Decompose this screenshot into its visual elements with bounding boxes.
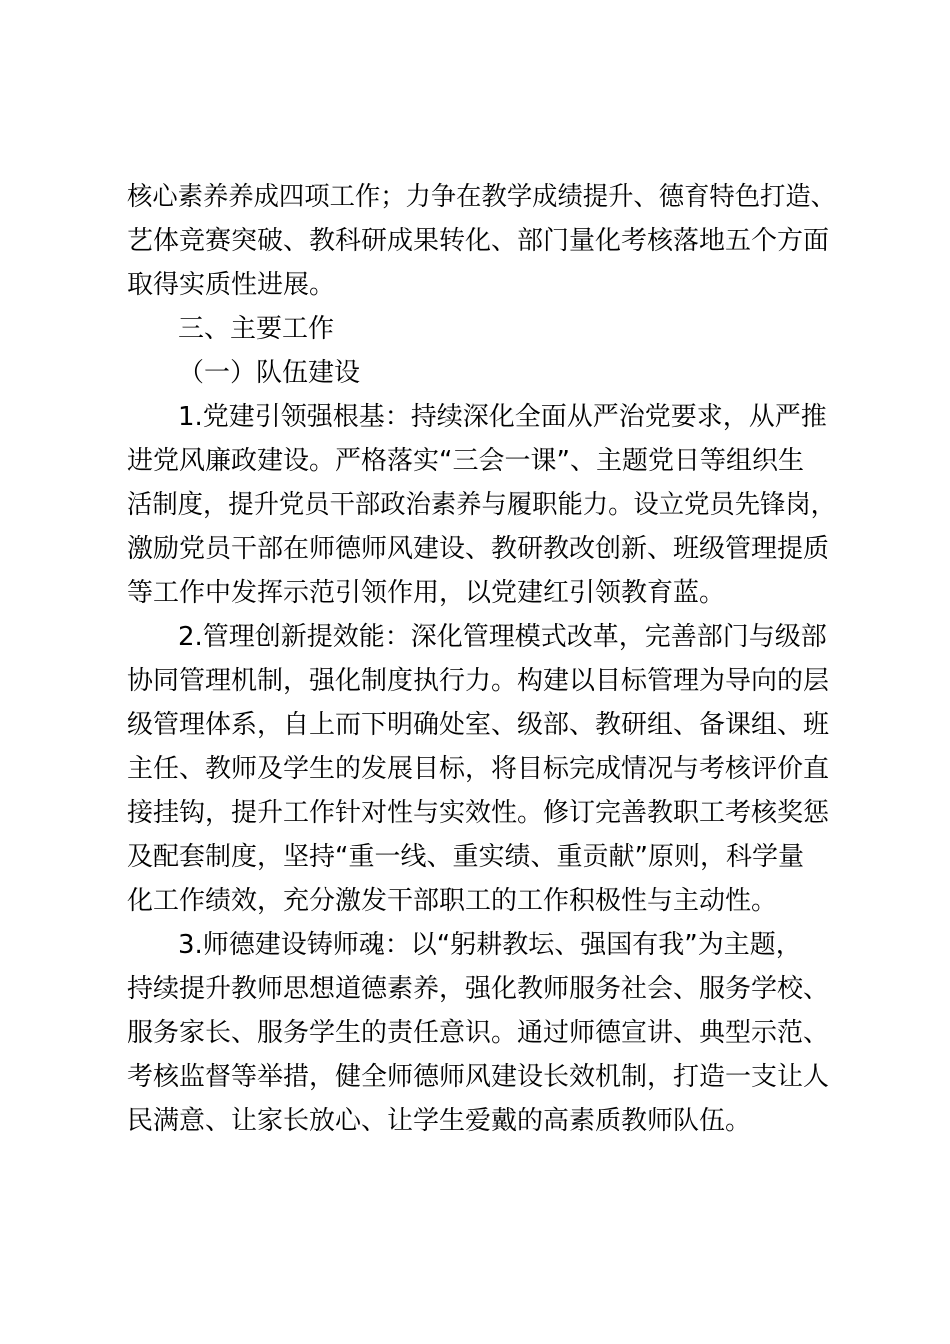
subsection-heading: （一）队伍建设 (178, 358, 361, 388)
paragraph-2-line: 及配套制度，坚持“重一线、重实绩、重贡献”原则，科学量 (127, 842, 804, 872)
paragraph-2-line: 接挂钩，提升工作针对性与实效性。修订完善教职工考核奖惩 (127, 798, 830, 828)
paragraph-3-line: 服务家长、服务学生的责任意识。通过师德宣讲、典型示范、 (127, 1018, 830, 1048)
paragraph-3-line: 3.师德建设铸师魂：以“躬耕教坛、强国有我”为主题， (178, 930, 802, 960)
body-text-line: 核心素养养成四项工作；力争在教学成绩提升、德育特色打造、 (127, 182, 837, 212)
section-heading: 三、主要工作 (178, 314, 335, 344)
paragraph-3-line: 民满意、让家长放心、让学生爱戴的高素质教师队伍。 (127, 1106, 752, 1136)
paragraph-1-line: 激励党员干部在师德师风建设、教研教改创新、班级管理提质 (127, 534, 830, 564)
paragraph-1-line: 1.党建引领强根基：持续深化全面从严治党要求，从严推 (178, 402, 827, 432)
paragraph-2-line: 主任、教师及学生的发展目标，将目标完成情况与考核评价直 (127, 754, 830, 784)
paragraph-2-line: 级管理体系，自上而下明确处室、级部、教研组、备课组、班 (127, 710, 830, 740)
paragraph-1-line: 进党风廉政建设。严格落实“三会一课”、主题党日等组织生 (127, 446, 804, 476)
paragraph-2-line: 协同管理机制，强化制度执行力。构建以目标管理为导向的层 (127, 666, 830, 696)
body-text-line: 取得实质性进展。 (127, 270, 336, 300)
paragraph-1-line: 活制度，提升党员干部政治素养与履职能力。设立党员先锋岗， (127, 490, 837, 520)
body-text-line: 艺体竞赛突破、教科研成果转化、部门量化考核落地五个方面 (127, 226, 830, 256)
paragraph-2-line: 2.管理创新提效能：深化管理模式改革，完善部门与级部 (178, 622, 827, 652)
paragraph-3-line: 考核监督等举措，健全师德师风建设长效机制，打造一支让人 (127, 1062, 830, 1092)
paragraph-1-line: 等工作中发挥示范引领作用，以党建红引领教育蓝。 (127, 578, 726, 608)
paragraph-2-line: 化工作绩效，充分激发干部职工的工作积极性与主动性。 (127, 886, 778, 916)
paragraph-3-line: 持续提升教师思想道德素养，强化教师服务社会、服务学校、 (127, 974, 830, 1004)
